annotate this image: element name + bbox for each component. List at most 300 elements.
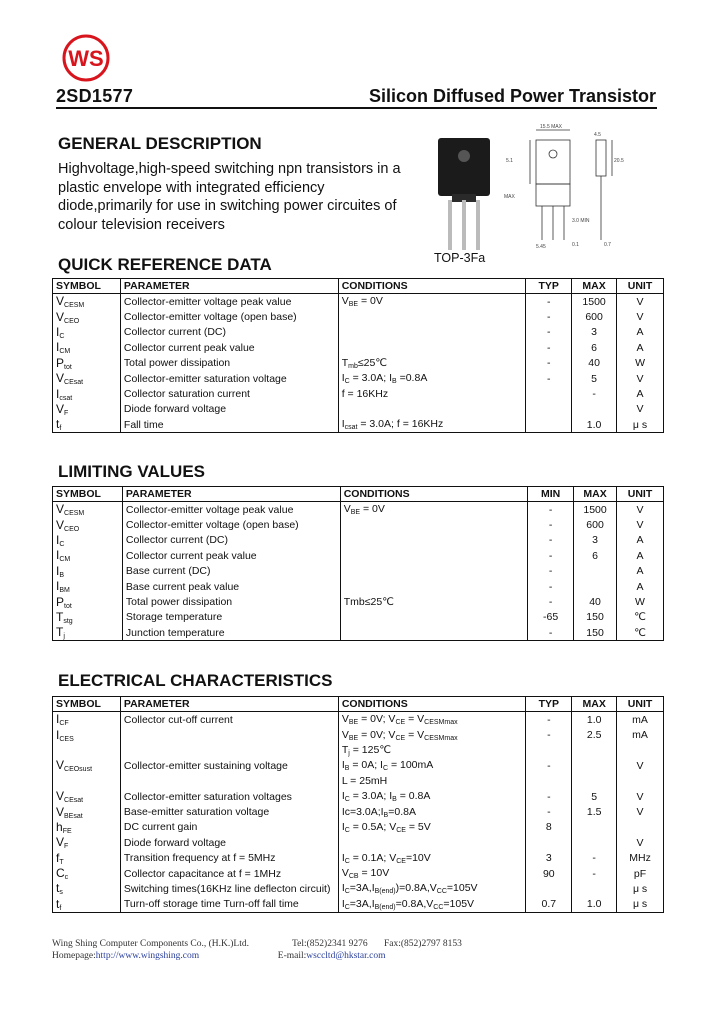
max-cell: 1500: [572, 294, 617, 310]
symbol-subscript: c: [64, 874, 69, 882]
condition-text: f = 16KHz: [341, 388, 389, 401]
condition-text: )=0.8A,V: [395, 882, 437, 895]
conditions-cell: [338, 743, 526, 758]
symbol-subscript: tot: [64, 363, 72, 371]
symbol-subscript: C: [59, 332, 65, 340]
unit-cell: V: [617, 804, 664, 819]
parameter-cell: Collector current (DC): [125, 534, 229, 547]
unit-cell: μ s: [617, 881, 664, 896]
condition-text: =105V: [446, 882, 478, 895]
symbol-subscript: f: [59, 425, 62, 433]
symbol-letter: V: [56, 758, 65, 773]
unit-cell: W: [617, 594, 664, 609]
conditions-cell: [338, 820, 526, 835]
max-cell: 5: [572, 371, 617, 386]
symbol-cell: [53, 386, 121, 401]
typ-cell: 90: [526, 866, 572, 881]
max-cell: 6: [572, 340, 617, 355]
unit-cell: A: [617, 564, 664, 579]
condition-text: I: [341, 820, 345, 833]
symbol-letter: I: [56, 340, 60, 355]
table-row: [53, 897, 664, 913]
condition-subscript: C: [344, 903, 350, 911]
condition-subscript: BE: [348, 301, 359, 309]
table-row: [53, 758, 664, 773]
symbol-cell: [53, 502, 123, 518]
condition-text: Tmb≤25℃: [343, 596, 394, 609]
symbol-cell: [53, 325, 121, 340]
parameter-cell: Transition frequency at f = 5MHz: [123, 852, 276, 865]
conditions-cell: [340, 594, 527, 609]
conditions-cell: [338, 804, 526, 819]
parameter-cell: Collector saturation current: [123, 388, 250, 401]
conditions-cell: [338, 774, 526, 789]
footer-tel: Tel:(852)2341 9276: [292, 939, 368, 949]
condition-text: =105V: [443, 897, 475, 910]
table-header-row: [53, 697, 664, 712]
svg-text:MAX: MAX: [504, 194, 515, 200]
column-header-symbol: SYMBOL: [53, 697, 121, 712]
column-header-max: MAX: [574, 487, 617, 502]
condition-subscript: B: [344, 765, 350, 773]
min-cell: -: [528, 579, 574, 594]
symbol-letter: V: [56, 835, 65, 850]
symbol-cell: [53, 789, 121, 804]
symbol-letter: f: [56, 850, 60, 865]
condition-text: = V: [405, 713, 425, 726]
condition-text: =10V: [405, 851, 431, 864]
symbol-subscript: BM: [59, 587, 70, 595]
condition-subscript: BE: [350, 509, 361, 517]
conditions-cell: [340, 579, 527, 594]
column-header-parameter: PARAMETER: [122, 487, 340, 502]
typ-cell: [526, 835, 572, 850]
condition-text: = 100mA: [388, 759, 434, 772]
max-cell: -: [572, 851, 617, 866]
table-row: [53, 533, 664, 548]
unit-cell: pF: [617, 866, 664, 881]
unit-cell: [617, 774, 664, 789]
parameter-cell: Collector-emitter voltage peak value: [125, 503, 294, 516]
max-cell: 5: [572, 789, 617, 804]
unit-cell: V: [617, 835, 664, 850]
conditions-cell: [338, 417, 526, 433]
typ-cell: -: [526, 758, 572, 773]
symbol-subscript: CEsat: [64, 797, 84, 805]
svg-text:5.45: 5.45: [536, 244, 546, 250]
min-cell: -: [528, 594, 574, 609]
column-header-unit: UNIT: [617, 279, 664, 294]
unit-cell: μ s: [617, 417, 664, 433]
parameter-cell: Base current peak value: [125, 580, 240, 593]
max-cell: [572, 881, 617, 896]
table-row: [53, 866, 664, 881]
typ-cell: -: [526, 712, 572, 728]
document-title: Silicon Diffused Power Transistor: [368, 86, 656, 106]
symbol-letter: t: [56, 417, 60, 432]
symbol-subscript: F: [64, 409, 69, 417]
condition-text: I: [341, 418, 345, 431]
quick-reference-table: [52, 278, 664, 433]
parameter-cell: Fall time: [123, 418, 164, 431]
typ-cell: -: [526, 294, 572, 310]
typ-cell: -: [526, 325, 572, 340]
unit-cell: V: [617, 517, 664, 532]
conditions-cell: [338, 386, 526, 401]
max-cell: 2.5: [572, 727, 617, 742]
symbol-cell: [53, 356, 121, 371]
symbol-subscript: j: [63, 633, 65, 641]
footer-email-label: E-mail:: [277, 951, 307, 961]
typ-cell: [526, 386, 572, 401]
unit-cell: mA: [617, 712, 664, 728]
symbol-cell: [53, 820, 121, 835]
symbol-letter: V: [56, 789, 65, 804]
unit-cell: V: [617, 402, 664, 417]
conditions-cell: [338, 402, 526, 417]
symbol-subscript: CM: [59, 348, 71, 356]
symbol-letter: V: [56, 502, 65, 517]
symbol-cell: [53, 417, 121, 433]
column-header-parameter: PARAMETER: [120, 697, 338, 712]
condition-text: I: [341, 790, 345, 803]
typ-cell: [526, 417, 572, 433]
symbol-letter: h: [56, 819, 63, 834]
parameter-cell: Base-emitter saturation voltage: [123, 806, 270, 819]
condition-text: =0.8A: [388, 805, 416, 818]
electrical-characteristics-table: [52, 696, 664, 913]
condition-text: = 10V: [358, 867, 390, 880]
package-dimension-drawing: [500, 118, 632, 258]
max-cell: 6: [574, 548, 617, 563]
symbol-subscript: tot: [64, 602, 72, 610]
symbol-letter: I: [56, 712, 60, 727]
unit-cell: A: [617, 340, 664, 355]
condition-text: = 5V: [405, 820, 431, 833]
condition-text: V: [341, 728, 349, 741]
symbol-subscript: CEO: [64, 525, 80, 533]
column-header-typ: TYP: [526, 697, 572, 712]
footer-email-link[interactable]: wsccltd@hkstar.com: [306, 951, 386, 961]
condition-text: I: [341, 372, 345, 385]
min-cell: -: [528, 502, 574, 518]
package-photo: [432, 134, 496, 252]
conditions-cell: [338, 371, 526, 386]
condition-text: ≤25℃: [357, 356, 388, 369]
unit-cell: [617, 743, 664, 758]
svg-text:20.5: 20.5: [614, 158, 624, 164]
table-row: [53, 743, 664, 758]
max-cell: 40: [574, 594, 617, 609]
footer: [52, 938, 462, 962]
table-row: [53, 294, 664, 310]
symbol-subscript: CEsat: [64, 379, 84, 387]
typ-cell: [526, 402, 572, 417]
symbol-cell: [53, 340, 121, 355]
condition-subscript: C: [382, 765, 389, 773]
parameter-cell: [120, 727, 338, 742]
symbol-subscript: CES: [59, 735, 74, 743]
parameter-cell: Collector capacitance at f = 1MHz: [123, 867, 282, 880]
symbol-cell: [53, 897, 121, 913]
max-cell: [572, 402, 617, 417]
condition-text: =3A,I: [349, 897, 375, 910]
limiting-values-heading: LIMITING VALUES: [58, 462, 206, 481]
condition-text: L = 25mH: [341, 775, 388, 788]
symbol-cell: [53, 758, 121, 773]
parameter-cell: Collector current peak value: [123, 341, 255, 354]
condition-text: =0.8A,V: [395, 897, 434, 910]
svg-text:0.1: 0.1: [572, 242, 579, 248]
unit-cell: A: [617, 325, 664, 340]
symbol-cell: [53, 402, 121, 417]
condition-subscript: B(end): [374, 903, 396, 911]
unit-cell: V: [617, 294, 664, 310]
max-cell: 3: [574, 533, 617, 548]
condition-text: = 3.0A; f = 16KHz: [357, 418, 444, 431]
table-row: [53, 804, 664, 819]
typ-cell: [526, 774, 572, 789]
unit-cell: A: [617, 533, 664, 548]
condition-text: V: [341, 713, 349, 726]
unit-cell: [617, 820, 664, 835]
condition-subscript: csat: [344, 424, 358, 432]
min-cell: -: [528, 564, 574, 579]
symbol-letter: t: [56, 896, 60, 911]
typ-cell: -: [526, 309, 572, 324]
table-row: [53, 835, 664, 850]
table-row: [53, 371, 664, 386]
max-cell: [572, 774, 617, 789]
table-row: [53, 851, 664, 866]
table-row: [53, 325, 664, 340]
conditions-cell: [338, 309, 526, 324]
condition-subscript: CE: [396, 826, 406, 834]
table-row: [53, 610, 664, 625]
condition-subscript: j: [348, 749, 350, 757]
condition-subscript: B: [392, 796, 397, 804]
max-cell: -: [572, 386, 617, 401]
symbol-letter: V: [56, 804, 65, 819]
symbol-cell: [53, 371, 121, 386]
symbol-cell: [53, 727, 121, 742]
svg-text:4.5: 4.5: [594, 132, 601, 138]
max-cell: -: [572, 866, 617, 881]
condition-text: = 0.1A; V: [349, 851, 397, 864]
condition-text: = 0V; V: [358, 713, 396, 726]
symbol-cell: [53, 294, 121, 310]
unit-cell: V: [617, 371, 664, 386]
symbol-cell: [53, 851, 121, 866]
unit-cell: ℃: [617, 610, 664, 625]
symbol-cell: [53, 610, 123, 625]
symbol-letter: V: [56, 309, 65, 324]
parameter-cell: Collector-emitter voltage (open base): [125, 519, 299, 532]
symbol-cell: [53, 579, 123, 594]
typ-cell: 0.7: [526, 897, 572, 913]
svg-text:5.1: 5.1: [506, 158, 513, 164]
typ-cell: 3: [526, 851, 572, 866]
min-cell: -: [528, 625, 574, 641]
typ-cell: -: [526, 804, 572, 819]
condition-text: =3A,I: [349, 882, 375, 895]
conditions-cell: [338, 897, 526, 913]
typ-cell: 8: [526, 820, 572, 835]
max-cell: [574, 564, 617, 579]
symbol-subscript: FE: [62, 827, 72, 835]
symbol-letter: I: [56, 324, 60, 339]
unit-cell: ℃: [617, 625, 664, 641]
package-label: TOP-3Fa: [434, 251, 486, 265]
table-row: [53, 594, 664, 609]
unit-cell: V: [617, 309, 664, 324]
typ-cell: [526, 743, 572, 758]
table-row: [53, 579, 664, 594]
condition-subscript: B: [383, 811, 389, 819]
parameter-cell: [120, 743, 338, 758]
unit-cell: W: [617, 356, 664, 371]
parameter-cell: Collector cut-off current: [123, 713, 233, 726]
condition-subscript: B(end): [374, 888, 396, 896]
conditions-cell: [338, 727, 526, 742]
condition-subscript: CE: [395, 719, 406, 727]
conditions-cell: [338, 835, 526, 850]
table-row: [53, 881, 664, 896]
unit-cell: mA: [617, 727, 664, 742]
condition-text: T: [341, 743, 349, 756]
column-header-conditions: CONDITIONS: [338, 279, 526, 294]
table-row: [53, 356, 664, 371]
symbol-subscript: C: [59, 540, 65, 548]
logo-text: WS: [68, 46, 104, 71]
parameter-cell: Collector-emitter saturation voltages: [123, 790, 292, 803]
max-cell: 600: [572, 309, 617, 324]
conditions-cell: [338, 340, 526, 355]
svg-text:15.5 MAX: 15.5 MAX: [540, 124, 562, 130]
parameter-cell: Total power dissipation: [123, 357, 231, 370]
column-header-conditions: CONDITIONS: [338, 697, 526, 712]
parameter-cell: Total power dissipation: [125, 596, 233, 609]
parameter-cell: Collector-emitter sustaining voltage: [123, 759, 288, 772]
symbol-letter: V: [56, 294, 65, 309]
table-row: [53, 789, 664, 804]
max-cell: [572, 820, 617, 835]
symbol-cell: [53, 881, 121, 896]
symbol-letter: I: [56, 563, 60, 578]
column-header-unit: UNIT: [617, 697, 664, 712]
conditions-cell: [338, 294, 526, 310]
header-rule: [56, 107, 657, 109]
max-cell: 1.0: [572, 712, 617, 728]
condition-text: I: [341, 882, 345, 895]
symbol-cell: [53, 594, 123, 609]
symbol-cell: [53, 564, 123, 579]
condition-text: T: [341, 356, 349, 369]
table-row: [53, 564, 664, 579]
min-cell: -: [528, 548, 574, 563]
table-row: [53, 625, 664, 641]
table-row: [53, 502, 664, 518]
condition-subscript: C: [344, 888, 350, 896]
parameter-cell: Turn-off storage time Turn-off fall time: [123, 898, 299, 911]
unit-cell: A: [617, 579, 664, 594]
parameter-cell: Collector-emitter voltage peak value: [123, 295, 292, 308]
unit-cell: A: [617, 548, 664, 563]
parameter-cell: Diode forward voltage: [123, 836, 226, 849]
column-header-max: MAX: [572, 697, 617, 712]
symbol-letter: t: [56, 881, 60, 896]
symbol-subscript: stg: [63, 617, 73, 625]
condition-subscript: C: [344, 378, 350, 386]
unit-cell: μ s: [617, 897, 664, 913]
symbol-letter: T: [56, 625, 64, 640]
condition-subscript: B: [392, 378, 397, 386]
condition-subscript: BE: [348, 734, 359, 742]
unit-cell: V: [617, 502, 664, 518]
condition-text: I: [341, 759, 345, 772]
conditions-cell: [338, 758, 526, 773]
max-cell: 600: [574, 517, 617, 532]
condition-subscript: CC: [436, 888, 447, 896]
max-cell: 150: [574, 610, 617, 625]
max-cell: 1.0: [572, 417, 617, 433]
typ-cell: -: [526, 356, 572, 371]
table-row: [53, 340, 664, 355]
parameter-cell: Switching times(16KHz line deflecton circuit): [123, 882, 331, 895]
condition-subscript: mb: [348, 362, 358, 370]
symbol-cell: [53, 866, 121, 881]
condition-text: = V: [405, 728, 425, 741]
condition-subscript: C: [344, 857, 350, 865]
parameter-cell: Collector current (DC): [123, 326, 227, 339]
condition-text: =0.8A: [396, 372, 428, 385]
symbol-cell: [53, 835, 121, 850]
symbol-letter: V: [56, 371, 65, 386]
symbol-cell: [53, 712, 121, 728]
symbol-cell: [53, 625, 123, 641]
symbol-subscript: CESM: [64, 510, 85, 518]
parameter-cell: Collector-emitter voltage (open base): [123, 311, 297, 324]
symbol-cell: [53, 533, 123, 548]
conditions-cell: [340, 564, 527, 579]
company-logo: [56, 34, 116, 82]
table-row: [53, 417, 664, 433]
column-header-max: MAX: [572, 279, 617, 294]
column-header-symbol: SYMBOL: [53, 279, 121, 294]
unit-cell: V: [617, 789, 664, 804]
conditions-cell: [340, 533, 527, 548]
unit-cell: V: [617, 758, 664, 773]
parameter-cell: Base current (DC): [125, 565, 211, 578]
condition-text: Ic=3.0A;I: [341, 805, 384, 818]
typ-cell: [526, 881, 572, 896]
table-row: [53, 402, 664, 417]
conditions-cell: [338, 789, 526, 804]
quick-reference-heading: QUICK REFERENCE DATA: [58, 255, 272, 274]
general-description-text: Highvoltage,high-speed switching npn transistors in a plastic envelope with integrated efficiency diode,primarily for use in switching power circuites of colour television receivers: [58, 161, 401, 233]
table-row: [53, 774, 664, 789]
limiting-values-table: [52, 486, 664, 641]
condition-text: = 0.5A; V: [349, 820, 397, 833]
parameter-cell: Junction temperature: [125, 626, 225, 639]
max-cell: [572, 835, 617, 850]
conditions-cell: [340, 548, 527, 563]
symbol-cell: [53, 517, 123, 532]
conditions-cell: [338, 712, 526, 728]
footer-homepage-link[interactable]: http://www.wingshing.com: [95, 951, 200, 961]
parameter-cell: Storage temperature: [125, 611, 223, 624]
symbol-subscript: CF: [59, 720, 69, 728]
